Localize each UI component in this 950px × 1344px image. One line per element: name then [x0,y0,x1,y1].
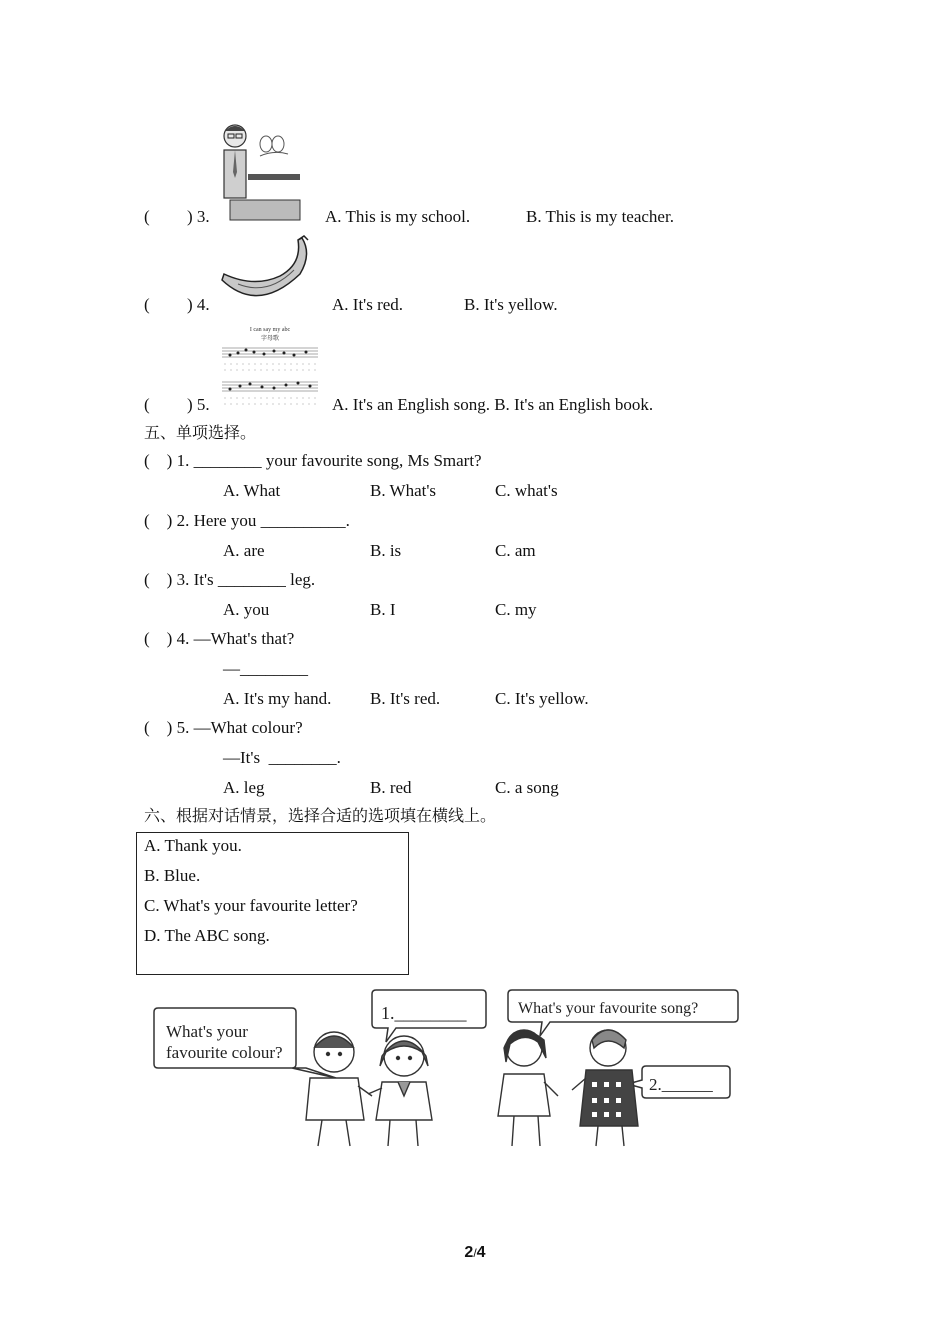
bubble-song-text: What's your favourite song? [518,1000,699,1017]
p5-q4-reply: —________ [223,659,308,678]
bubble-colour-line1: What's your [166,1022,248,1041]
speech-bubble-colour [154,1008,336,1078]
dialogue-illustration [146,986,746,1152]
q5-paren-open: ( [144,395,150,414]
p5-q2-option-a[interactable]: A. are [223,541,265,560]
speech-bubble-blank-1 [372,990,486,1042]
speech-bubble-blank-2 [628,1066,730,1098]
p5-q1-stem: ( ) 1. ________ your favourite song, Ms Smart? [144,451,482,470]
q4-option-a[interactable]: A. It's red. [332,295,404,314]
q4-paren-open: ( [144,295,150,314]
p5-q3-option-b[interactable]: B. I [370,600,396,619]
banana-picture [218,234,312,310]
song-sheet-line1: I can say my abc [249,327,291,333]
p5-q2-option-c[interactable]: C. am [495,541,536,560]
p5-q3-option-c[interactable]: C. my [495,600,537,619]
p5-q3-stem: ( ) 3. It's ________ leg. [144,570,316,589]
song-sheet-picture [220,322,320,410]
p5-q3-option-a[interactable]: A. you [223,600,270,619]
p5-q5-stem: ( ) 5. —What colour? [144,718,303,737]
p6-option-a: A. Thank you. [144,836,242,855]
speech-bubble-song [508,990,738,1036]
p5-q5-option-c[interactable]: C. a song [495,778,559,797]
p5-q4-stem: ( ) 4. —What's that? [144,629,295,648]
p5-q2-stem: ( ) 2. Here you __________. [144,511,350,530]
p5-q1-option-a[interactable]: A. What [223,481,281,500]
p6-option-c: C. What's your favourite letter? [144,896,358,915]
page-total: 4 [476,1244,486,1261]
page-current: 2 [464,1244,474,1261]
song-sheet-line2: 字母歌 [260,336,280,342]
p6-option-d: D. The ABC song. [144,926,270,945]
q3-number: ) 3. [187,207,210,226]
page-separator: / [473,1246,477,1260]
p5-q2-option-b[interactable]: B. is [370,541,402,560]
part6-heading: 六、根据对话情景，选择合适的选项填在横线上。 [144,806,497,825]
q3-paren-open: ( [144,207,150,226]
p5-q5-reply: —It's ________. [223,748,341,767]
page-number [0,1244,950,1262]
q3-option-b[interactable]: B. This is my teacher. [526,207,674,226]
q5-number: ) 5. [187,395,210,414]
q5-options[interactable]: A. It's an English song. B. It's an English book. [332,395,654,414]
q3-option-a[interactable]: A. This is my school. [325,207,471,226]
q4-option-b[interactable]: B. It's yellow. [464,295,558,314]
p5-q4-option-a[interactable]: A. It's my hand. [223,689,332,708]
bubble-colour-line2: favourite colour? [166,1043,283,1062]
p5-q4-option-c[interactable]: C. It's yellow. [495,689,589,708]
p6-option-b: B. Blue. [144,866,201,885]
p5-q5-option-a[interactable]: A. leg [223,778,265,797]
part5-heading: 五、单项选择。 [144,423,257,442]
bubble-blank-1-text: 1.________ [381,1003,467,1023]
bubble-blank-2-text: 2.______ [649,1075,713,1094]
teacher-picture [218,122,302,222]
p5-q1-option-c[interactable]: C. what's [495,481,558,500]
p5-q5-option-b[interactable]: B. red [370,778,412,797]
p5-q4-option-b[interactable]: B. It's red. [370,689,441,708]
p5-q1-option-b[interactable]: B. What's [370,481,437,500]
q4-number: ) 4. [187,295,210,314]
